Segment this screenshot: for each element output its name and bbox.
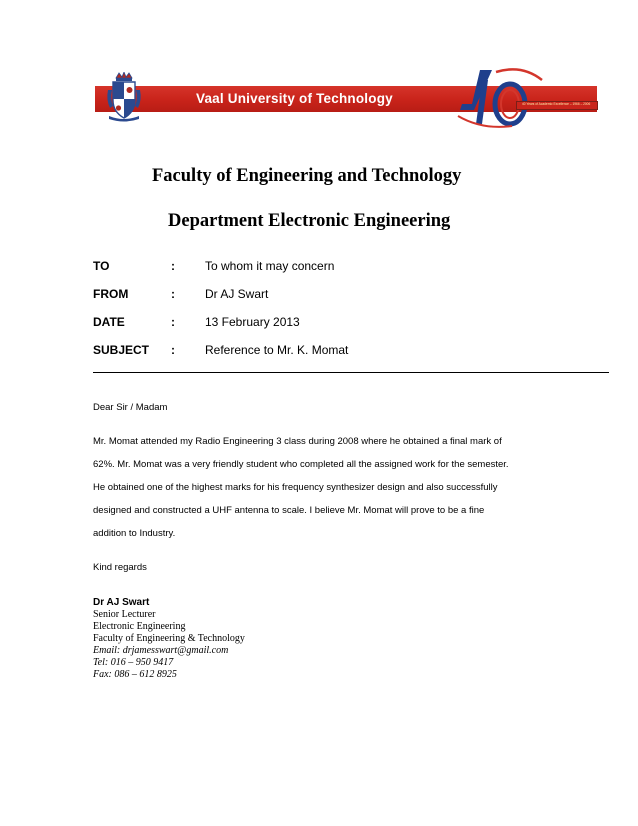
signature-tel: Tel: 016 – 950 9417 [93, 657, 174, 668]
signature-email: Email: drjamesswart@gmail.com [93, 645, 229, 656]
memo-from-colon: : [171, 287, 175, 301]
memo-to-colon: : [171, 259, 175, 273]
memo-to-label: TO [93, 259, 110, 273]
memo-subject-value: Reference to Mr. K. Momat [205, 343, 349, 357]
signature-fax: Fax: 086 – 612 8925 [93, 669, 177, 680]
memo-date-value: 13 February 2013 [205, 315, 300, 329]
faculty-heading: Faculty of Engineering and Technology [152, 166, 462, 186]
anniversary-text: 40 Years of Academic Excellence – 1966 – 2006 [522, 102, 591, 106]
memo-subject-label: SUBJECT [93, 343, 150, 357]
memo-to-value: To whom it may concern [205, 259, 335, 273]
signature-title: Senior Lecturer [93, 609, 156, 620]
signature-name: Dr AJ Swart [93, 597, 150, 608]
memo-divider [93, 372, 609, 373]
signature-faculty: Faculty of Engineering & Technology [93, 633, 245, 644]
salutation: Dear Sir / Madam [93, 402, 168, 413]
memo-from-value: Dr AJ Swart [205, 287, 269, 301]
signature-department: Electronic Engineering [93, 621, 186, 632]
university-crest-icon [106, 72, 142, 122]
memo-date-label: DATE [93, 315, 125, 329]
department-heading: Department Electronic Engineering [168, 211, 451, 231]
body-line: designed and constructed a UHF antenna to scale. I believe Mr. Momat will prove to be a fine [93, 505, 485, 516]
memo-subject-colon: : [171, 343, 175, 357]
body-line: Mr. Momat attended my Radio Engineering 3 class during 2008 where he obtained a final mark of [93, 436, 502, 447]
university-name: Vaal University of Technology [196, 91, 393, 106]
closing: Kind regards [93, 562, 147, 573]
body-line: 62%. Mr. Momat was a very friendly student who completed all the assigned work for the semester. [93, 459, 509, 470]
body-line: addition to Industry. [93, 528, 176, 539]
body-line: He obtained one of the highest marks for his frequency synthesizer design and also successfully [93, 482, 498, 493]
memo-from-label: FROM [93, 287, 129, 301]
memo-date-colon: : [171, 315, 175, 329]
anniversary-emblem-icon [452, 66, 600, 132]
